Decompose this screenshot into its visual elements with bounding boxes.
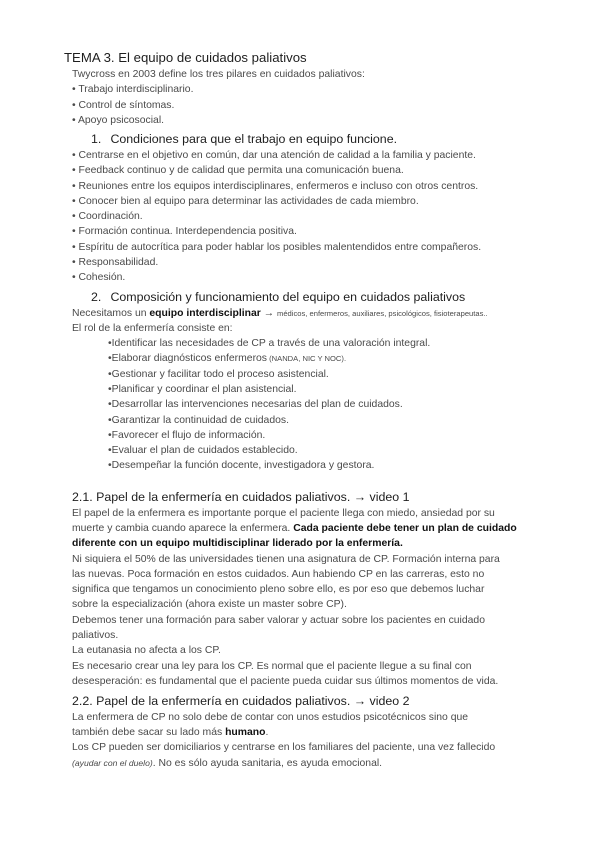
section21-heading: 2.1. Papel de la enfermería en cuidados paliativos. → video 1 [72, 490, 410, 504]
team-members-list: médicos, enfermeros, auxiliares, psicológicos, fisioterapeutas.. [277, 309, 488, 318]
role-intro: El rol de la enfermería consiste en: [72, 323, 233, 334]
role-item: •Identificar las necesidades de CP a través de una valoración integral. [108, 338, 431, 349]
role-item: •Evaluar el plan de cuidados establecido. [108, 445, 298, 456]
condition-item: • Coordinación. [72, 211, 143, 222]
team-need-prefix: Necesitamos un [72, 308, 150, 319]
paragraph-bold: humano [225, 727, 266, 738]
paragraph-line [72, 726, 268, 740]
intro-text: Twycross en 2003 define los tres pilares en cuidados paliativos: [72, 69, 365, 80]
section2-heading-text: Composición y funcionamiento del equipo en cuidados paliativos [110, 290, 466, 304]
condition-item: • Formación continua. Interdependencia positiva. [72, 226, 297, 237]
paragraph-line: paliativos. [72, 630, 119, 641]
team-need-bold: equipo interdisciplinar [149, 308, 261, 319]
role-item: •Desarrollar las intervenciones necesarias del plan de cuidados. [108, 399, 403, 410]
paragraph-bold: Cada paciente debe tener un plan de cuidado [293, 523, 517, 534]
paragraph-line: sobre la especialización (ahora existe un master sobre CP). [72, 599, 347, 610]
paragraph-line: La enfermera de CP no solo debe de contar con unos estudios psicotécnicos sino que [72, 712, 469, 723]
pillar-item: • Trabajo interdisciplinario. [72, 84, 194, 95]
condition-item: • Feedback continuo y de calidad que permita una comunicación buena. [72, 165, 404, 176]
pillar-item: • Control de síntomas. [72, 100, 175, 111]
role-item: •Favorecer el flujo de información. [108, 430, 266, 441]
condition-item: • Responsabilidad. [72, 257, 159, 268]
paragraph-line: diferente con un equipo multidisciplinar liderado por la enfermería. [72, 538, 403, 549]
team-need-line [72, 307, 488, 321]
role-item: •Desempeñar la función docente, investigadora y gestora. [108, 460, 375, 471]
role-item-note: (NANDA, NIC Y NOC). [267, 354, 347, 363]
role-item: •Planificar y coordinar el plan asistencial. [108, 384, 297, 395]
condition-item: • Conocer bien al equipo para determinar las actividades de cada miembro. [72, 196, 419, 207]
paragraph-line [72, 756, 382, 771]
paragraph-line: significa que tengamos un conocimiento pleno sobre ello, es por eso que debemos luchar [72, 584, 485, 595]
paragraph-line: El papel de la enfermera es importante porque el paciente llega con miedo, ansiedad por su [72, 508, 495, 519]
condition-item: • Centrarse en el objetivo en común, dar una atención de calidad a la familia y paciente. [72, 150, 476, 161]
paragraph-line [72, 522, 517, 536]
paragraph-italic: (ayudar con el duelo) [72, 758, 153, 768]
role-item-text: •Elaborar diagnósticos enfermeros [108, 353, 268, 364]
role-item: •Gestionar y facilitar todo el proceso asistencial. [108, 369, 329, 380]
paragraph-line: Los CP pueden ser domiciliarios y centrarse en los familiares del paciente, una vez fallecido [72, 742, 496, 753]
paragraph-line: Debemos tener una formación para saber valorar y actuar sobre los pacientes en cuidado [72, 615, 485, 626]
paragraph-line: las nuevas. Poca formación en estos cuidados. Aun habiendo CP en las carreras, esto no [72, 569, 485, 580]
paragraph-text: muerte y cambia cuando aparece la enfermera. [72, 523, 294, 534]
section2-number: 2. [91, 290, 102, 304]
condition-item: • Espíritu de autocrítica para poder hablar los posibles malentendidos entre compañeros. [72, 242, 482, 253]
paragraph-text: . No es sólo ayuda sanitaria, es ayuda emocional. [152, 758, 383, 769]
paragraph-text: . [265, 727, 269, 738]
section1-heading [91, 132, 397, 146]
section2-heading [91, 290, 465, 304]
page-title: TEMA 3. El equipo de cuidados paliativos [64, 50, 307, 65]
paragraph-line: Es necesario crear una ley para los CP. Es normal que el paciente llegue a su final con [72, 661, 472, 672]
section22-heading: 2.2. Papel de la enfermería en cuidados paliativos. → video 2 [72, 694, 410, 708]
paragraph-line: La eutanasia no afecta a los CP. [72, 645, 221, 656]
role-item: •Garantizar la continuidad de cuidados. [108, 415, 289, 426]
arrow-icon: → [260, 308, 277, 319]
paragraph-text: también debe sacar su lado más [72, 727, 226, 738]
paragraph-line: desesperación: es fundamental que el paciente pueda cuidar sus últimos momentos de vida. [72, 676, 499, 687]
role-item [108, 352, 346, 366]
condition-item: • Reuniones entre los equipos interdisciplinares, enfermeros e incluso con otros centros. [72, 181, 479, 192]
section1-number: 1. [91, 132, 102, 146]
condition-item: • Cohesión. [72, 272, 126, 283]
section1-heading-text: Condiciones para que el trabajo en equipo funcione. [110, 132, 398, 146]
paragraph-line: Ni siquiera el 50% de las universidades tienen una asignatura de CP. Formación interna para [72, 554, 500, 565]
pillar-item: • Apoyo psicosocial. [72, 115, 165, 126]
